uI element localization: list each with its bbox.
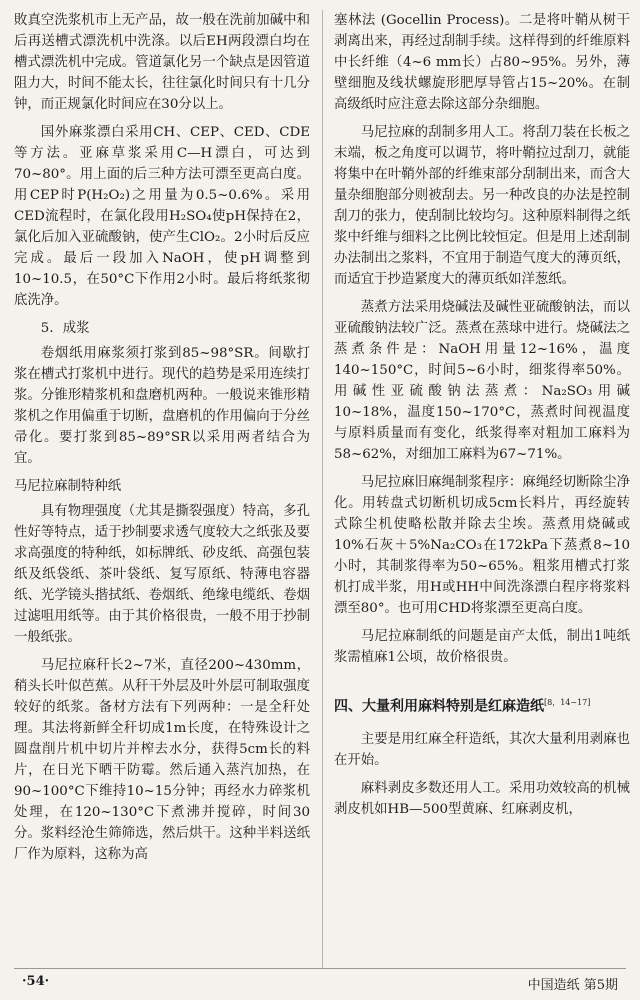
paragraph-problem: 马尼拉麻制纸的问题是亩产太低，制出1吨纸浆需植麻1公顷，故价格很贵。 — [334, 629, 630, 665]
footer-rule — [14, 968, 626, 969]
section-heading-kenaf-text: 四、大量利用麻料特别是红麻造纸 — [334, 698, 544, 715]
paragraph-intro: 敗真空洗浆机市上无产品，故一般在洗前加碱中和后再送槽式漂洗机中洗涤。以后EH两段漂白均在槽式漂洗机中完成。管道氯化另一个缺点是因管道阻力大，时间不能太长，往往氯化时间只有十几分钟，而正规氯化时间应在30分以上。 — [14, 13, 310, 112]
paragraph-manila-properties: 具有物理强度（尤其是撕裂强度）特高，多孔性好等特点，适于抄制要求透气度较大之纸张及要求高强度的特种纸，如标牌纸、砂皮纸、高强包装纸及纸袋纸、茶叶袋纸、复写原纸、特薄电容器纸、光学镜头揩拭纸、卷烟纸、绝缘电缆纸、卷烟过滤咀用纸等。由于其价格很贵，一般不用于抄制一般纸张。 — [14, 504, 310, 645]
journal-name: 中国造纸 第5期 — [527, 978, 618, 993]
reference-superscript: [8，14~17] — [544, 698, 591, 707]
paragraph-kenaf: 主要是用红麻全秆造纸，其次大量利用剥麻也在开始。 — [334, 731, 630, 768]
paragraph-gocellin: 塞林法 (Gocellin Process)。二是将叶鞘从树干剥离出来，再经过刮制手续。这样得到的纤维原料中长纤维（4~6 mm长）占80~95%。另外，薄壁细胞及线状螺旋形肥厚导管占15~20%。在制高级纸时应注意去除这部分杂细胞。 — [334, 13, 630, 112]
section-heading-kenaf — [334, 692, 630, 718]
page-number: ·54· — [22, 974, 50, 989]
paragraph-peeling: 麻料剥皮多数还用人工。采用功效较高的机械剥皮机如HB—500型黄麻、红麻剥皮机， — [334, 780, 630, 817]
paragraph-chengjiang: 卷烟纸用麻浆须打浆到85~98°SR。间歇打浆在槽式打浆机中进行。现代的趋势是采用连续打浆。分锥形精浆机和盘磨机两种。一般说来锥形精浆机之作用偏重于切断，盘磨机的作用偏向于分丝帚化。要打浆到85~89°SR以采用两者结合为宜。 — [14, 346, 310, 466]
paragraph-foreign-bleaching: 国外麻浆漂白采用CH、CEP、CED、CDE等方法。亚麻草浆采用C—H漂白，可达到70~80°。用上面的后三种方法可漂至更高白度。用CEP时P(H₂O₂)之用量为0.5~0.6%。采用CED流程时，在氯化段用H₂SO₄使pH保持在2，氯化后加入亚硫酸钠，使产生ClO₂。2小时后反应完成。最后一段加入NaOH，使pH调整到10~10.5，在50°C下作用2小时。最后将纸浆彻底洗净。 — [14, 125, 310, 308]
section-heading-chengjiang: 5．成浆 — [40, 321, 90, 336]
paragraph-cooking: 蒸煮方法采用烧碱法及碱性亚硫酸钠法，而以亚硫酸钠法较广泛。蒸煮在蒸球中进行。烧碱法之蒸煮条件是：NaOH用量12~16%，温度140~150°C，时间5~6小时，细浆得率50%。用碱性亚硫酸钠法蒸煮：Na₂SO₃用碱10~18%，温度150~170°C，蒸煮时间视温度与原料质量而有变化，纸浆得率对粗加工麻料为58~62%，对细加工麻料为67~71%。 — [334, 300, 630, 462]
paragraph-scraping: 马尼拉麻的刮制多用人工。将刮刀装在长板之末端，板之角度可以调节，将叶鞘拉过刮刀，就能将集中在叶鞘外部的纤维束部分刮制出来，而含大量杂细胞部分则被刮去。另一种改良的办法是控制刮刀的张力，使刮制比较均匀。这种原料制得之纸浆中纤维与细料之比例比较恒定。但是用上述刮制办法制出之浆料，不宜用于制造气度大的薄页纸，而适宜于抄造紧度大的薄页纸如洋葱纸。 — [334, 125, 630, 287]
paragraph-old-rope: 马尼拉麻旧麻绳制浆程序：麻绳经切断除尘净化。用转盘式切断机切成5cm长料片，再经旋转式除尘机使略松散并除去尘埃。蒸煮用烧碱或10%石灰＋5%Na₂CO₃在172kPa下蒸煮8~10小时，其制浆得率为50~65%。粗浆用槽式打浆机打成半浆，用H或HH中间洗涤漂白程序将浆料漂至80°。也可用CHD将浆漂至更高白度。 — [334, 475, 630, 616]
section-heading-manila: 马尼拉麻制特种纸 — [14, 479, 122, 494]
left-column — [14, 10, 310, 865]
paragraph-manila-preparation: 马尼拉麻秆长2~7米，直径200~430mm，稍头长叶似芭蕉。从秆干外层及叶外层可制取强度较好的纸浆。备材方法有下列两种：一是全秆处理。其法将新鲜全秆切成1m长度，在特殊设计之圆盘削片机中切片并榨去水分，获得5cm长的料片，在日光下晒干防霉。然后通入蒸汽加热，在90~100°C下维持10~15分钟；再经水力碎浆机处理，在120~130°C下煮沸并搅碎，时间30分。浆料经沧生筛筛选，然后烘干。这种半料送纸厂作为原料，这称为高 — [14, 658, 310, 862]
column-divider — [322, 10, 323, 968]
right-column — [334, 10, 630, 820]
